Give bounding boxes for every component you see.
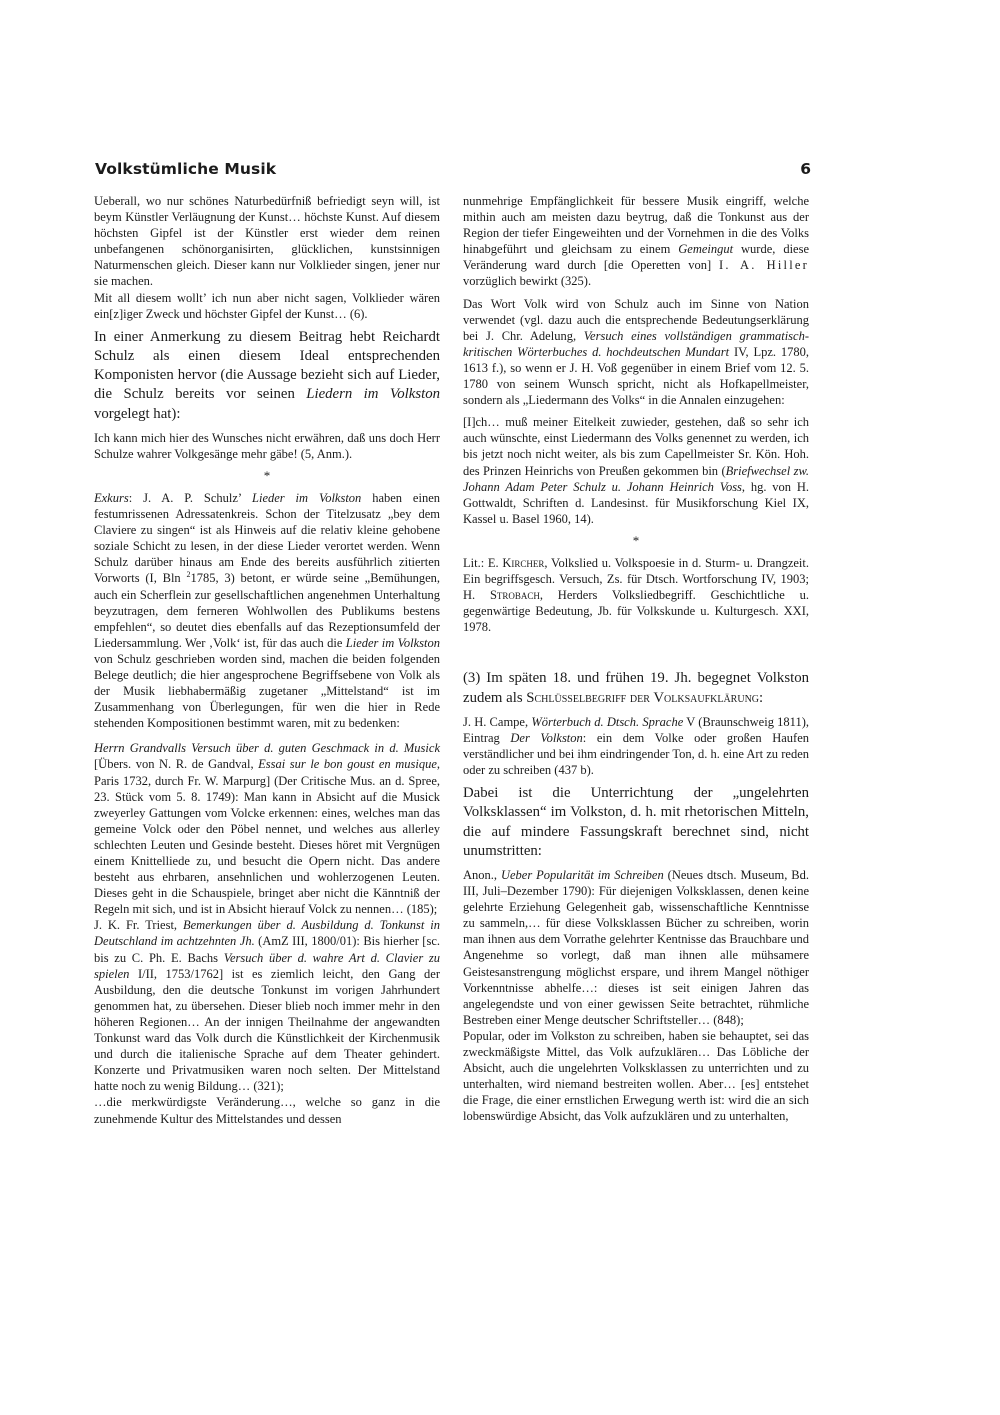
literature-paragraph: Lit.: E. Kircher, Volkslied u. Volkspoesie in d. Sturm- u. Drangzeit. Ein begriffsgesch. Versuch, Zs. für Dtsch. Wortforschung IV, 1903; H. Strobach, Herders Volksliedbegriff. Geschichtliche u. gegenwärtige Bedeutung, Jb. für Volkskunde u. Kulturgesch. XXI, 1978.	[463, 555, 809, 635]
quote-paragraph: Ich kann mich hier des Wunsches nicht erwähren, daß uns doch Herr Schulze wahrer Volkgesänge mehr gäbe! (5, Anm.).	[94, 430, 440, 461]
page-number: 6	[800, 160, 811, 178]
text-paragraph: Das Wort Volk wird von Schulz auch im Sinne von Nation verwendet (vgl. dazu auch die entsprechende Bedeutungserklärung bei J. Chr. Adelung, Versuch eines vollständigen grammatisch-kritischen Wörterbuches d. hochdeutschen Mundart IV, Lpz. 1780, 1613 f.), so wenn er J. H. Voß gegenüber in einem Brief vom 12. 5. 1780 von seinem Wunsch spricht, nicht als Hofkapellmeister, sondern als „Liedermann des Volks“ in die Annalen einzugehen:	[463, 296, 809, 408]
quote-paragraph: Mit all diesem wollt’ ich nun aber nicht sagen, Volklieder wären ein[z]iger Zweck und höchster Gipfel der Kunst… (6).	[94, 290, 440, 321]
running-header	[95, 160, 811, 182]
citation-paragraph: Anon., Ueber Popularität im Schreiben (Neues dtsch. Museum, Bd. III, Juli–Dezember 1790): Für diejenigen Volksklassen, denen keine gelehrte Erziehung Gelegenheit gab, wissenschaftliche Kenntnisse zu sammeln,… für diese Volksklassen Bücher zu schreiben, worin man ihnen aus dem Vorrathe gelehrter Kentnisse das Brauchbare und Angenehme so vorlegt, daß man ihnen alle mühsamere Geistesanstrengung möglichst erspare, und ihrem Mangel nöthiger Vorkenntnisse abhelfe…: dieses ist seit einigen Jahren das angelegendste und von einer gewissen Seite betrachtet, rühmliche Bestreben einer Menge deutscher Schriftsteller… (848);	[463, 867, 810, 1027]
citation-paragraph: …die merkwürdigste Veränderung…, welche so ganz in die zunehmende Kultur des Mittelstandes und dessen	[94, 1095, 440, 1126]
section-separator: *	[263, 467, 271, 483]
quote-paragraph: [I]ch… muß meiner Eitelkeit zuwieder, gestehen, daß so sehr ich auch wünschte, einst Liedermann des Volks genennet zu werden, ich bis jetzt noch nicht weiter, als bis zum Capellmeister Sr. Kön. Hoh. des Prinzen Heinrichs von Preußen gekommen bin (Briefwechsel zw. Johann Adam Peter Schulz u. Johann Heinrich Voss, hg. von H. Gottwaldt, Schriften d. Landesinst. für Musikforschung Kiel IX, Kassel u. Basel 1960, 14).	[463, 415, 809, 526]
left-column	[94, 193, 440, 1127]
citation-paragraph: Popular, oder im Volkston zu schreiben, haben sie behauptet, sei das zweckmäßigste Mittel, das Volk aufzuklären… Das Löbliche der Absicht, auch die ungelehrten Volksklassen zu unterrichten und zu unterhalten, wird niemand bestreiten wollen. Aber… [es] entstehet die Frage, die einer ernstlichen Erwegung werth ist: wird die an sich lobenswürdige Absicht, das Volk aufzuklären und zu unterhalten,	[463, 1028, 809, 1124]
text-paragraph: In einer Anmerkung zu diesem Beitrag hebt Reichardt Schulz als einen diesem Ideal entsprechenden Komponisten hervor (die Aussage bezieht sich auf Lieder, die Schulz bereits vor seinen Liedern im Volkston vorgelegt hat):	[94, 328, 440, 422]
section-heading-paragraph: (3) Im späten 18. und frühen 19. Jh. begegnet Volkston zudem als Schlüsselbegriff der Volksaufklärung:	[463, 670, 809, 706]
citation-paragraph: J. H. Campe, Wörterbuch d. Dtsch. Sprache V (Braunschweig 1811), Eintrag Der Volkston: ein dem Volke oder großen Haufen verständlicher und bei ihm eindringender Ton, d. h. eine Art zu reden oder zu schreiben (437 b).	[463, 714, 809, 778]
text-paragraph: Dabei ist die Unterrichtung der „ungelehrten Volksklassen“ im Volkston, d. h. mit rhetorischen Mitteln, die auf mindere Fassungskraft berechnet sind, nicht unumstritten:	[463, 785, 809, 859]
citation-paragraph: Herrn Grandvalls Versuch über d. guten Geschmack in d. Musick [Übers. von N. R. de Gandval, Essai sur le bon goust en musique, Paris 1732, durch Fr. W. Marpurg] (Der Critische Mus. an d. Spree, 23. Stück vom 5. 8. 1749): Man kann in Absicht auf die Musick zweyerley Gattungen vom Volcke erkennen: eines, welches man das gemeine Volck oder den Pöbel nennet, und welches aus allerley schlechten Leuten und Gesinde besteht. Dieses höret mit Vergnügen einem Knittelliede zu, und besucht die Opern nicht. Das andere besteht aus ehrbaren, ansehnlichen und wohlerzogenen Leuten. Dieses geht in die Schauspiele, bringet aber nicht die Känntniß der Regeln mit sich, und ist in Absicht hierauf Volck zu nennen… (185);	[94, 741, 441, 917]
excursus-paragraph: Exkurs: J. A. P. Schulz’ Lieder im Volkston haben einen festumrissenen Adressatenkreis. Schon der Titelzusatz „bey dem Claviere zu singen“ ist als Hinweis auf die relativ kleine gehobene soziale Schicht zu lesen, in der diese Lieder verortet werden. Wenn Schulz darüber hinaus am Ende des bereits ausführlich zitierten Vorworts (I, Bln $^2$1785, 3) betont, er würde seine „Bemühungen, auch ein Scherflein zur gesellschaftlichen angenehmen Unterhaltung beyzutragen, dem ferneren Wohlwollen des Publikums bestens empfehlen“, so deutet dies ebenfalls auf das Rezeptionsumfeld der Liedersammlung. Wer ‚Volk‘ ist, für das auch die Lieder im Volkston von Schulz geschrieben worden sind, machen die beiden folgenden Belege deutlich; die hier angesprochene Begriffsebene von Volk als der Musik liebhabermäßig zugetaner „Mittelstand“ ist im Zusammenhang von Überlegungen, für wen die hier in Rede stehenden Kompositionen bestimmt waren, mit zu bedenken:	[94, 490, 441, 731]
right-column	[463, 193, 809, 1124]
citation-paragraph: nunmehrige Empfänglichkeit für bessere Musik eingriff, welche mithin auch am meisten dazu beytrug, daß die Tonkunst aus der Region der tiefer Eingeweihten und der Vornehmen in die des Volks hinabgeführt und gleichsam zu einem Gemeingut wurde, diese Veränderung ward durch [die Operetten von] I. A. Hiller vorzüglich bewirkt (325).	[463, 194, 809, 289]
page-title: Volkstümliche Musik	[95, 160, 277, 178]
quote-paragraph: Ueberall, wo nur schönes Naturbedürfniß befriedigt seyn will, ist beym Künstler Verläugnung der Kunst… höchste Kunst. Auf diesem höchsten Gipfel ist der Künstler erst wieder dem reinen unbefangenen schönorganisirten, glücklichen, kunstsinnigen Naturmenschen gleich. Dieser kann nur Volklieder singen, jener nur sie machen.	[94, 194, 440, 289]
section-separator: *	[632, 532, 640, 548]
citation-paragraph: J. K. Fr. Triest, Bemerkungen über d. Ausbildung d. Tonkunst in Deutschland im achtzehnten Jh. (AmZ III, 1800/01): Bis hierher [sc. bis zu C. Ph. E. Bachs Versuch über d. wahre Art d. Clavier zu spielen I/II, 1753/1762] ist es ziemlich leicht, den Gang der Ausbildung, den die deutsche Tonkunst im vorigen Jahrhundert genommen hat, zu übersehen. Dieser blieb noch immer mehr in den höheren Regionen… An der innigen Theilnahme der angewandten Tonkunst ward das Volk durch die Künstlichkeit der Kirchenmusik und durch die italienische Sprache auf dem Theater gehindert. Konzerte und Privatmusiken waren noch selten. Der Mittelstand hatte noch zu wenig Bildung… (321);	[94, 918, 441, 1094]
